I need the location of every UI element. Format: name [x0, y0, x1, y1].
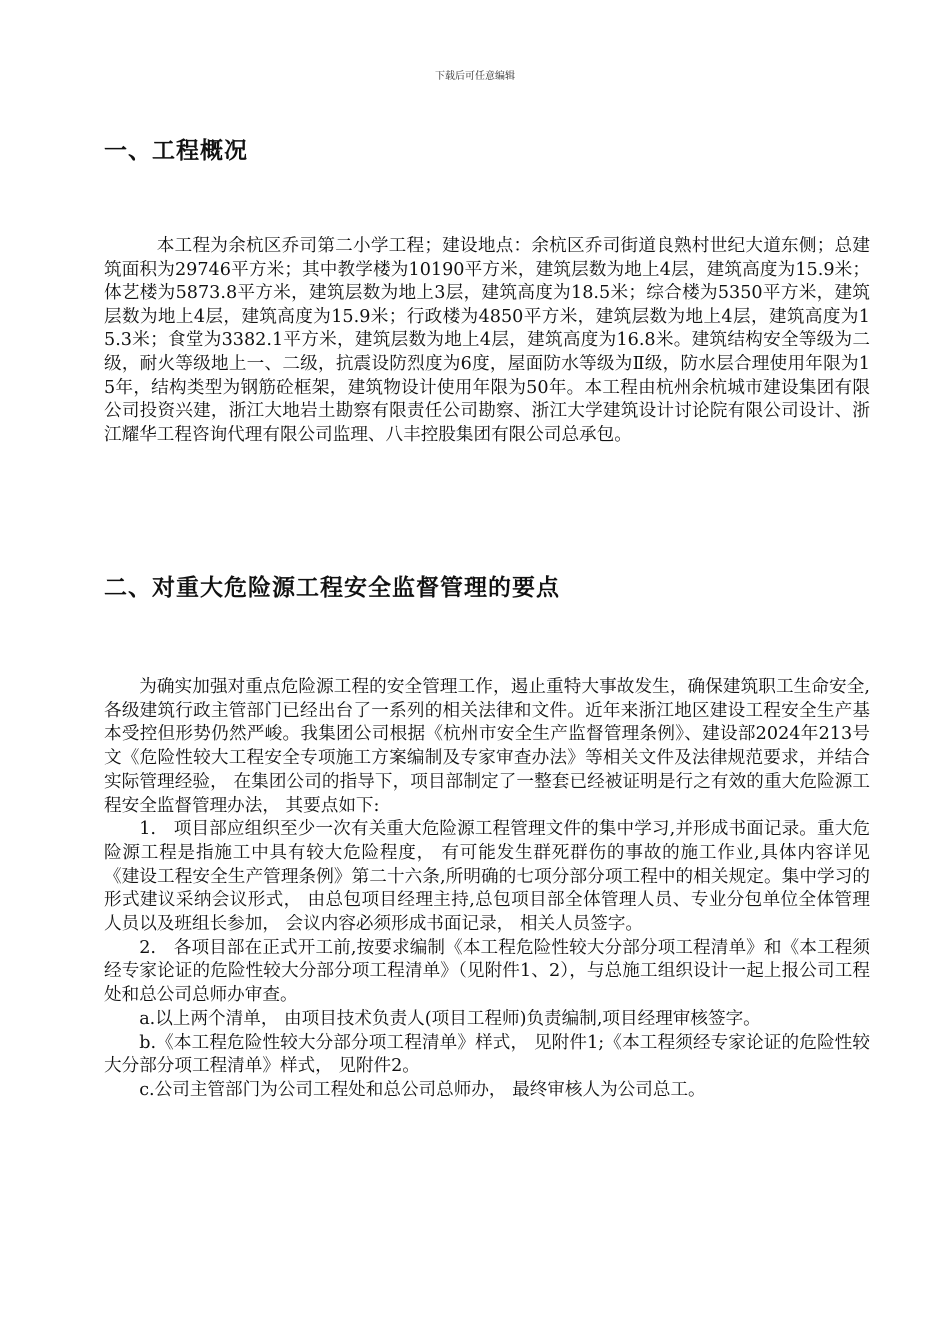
list-item-2: 2. 各项目部在正式开工前,按要求编制《本工程危险性较大分部分项工程清单》和《本工程须经专家论证的危险性较大分部分项工程清单》（见附件1、2），与总施工组织设计一起上报公司工程处和总公司总师办审查。	[104, 937, 870, 1006]
paragraph: 为确实加强对重点危险源工程的安全管理工作，遏止重特大事故发生，确保建筑职工生命安全,各级建筑行政主管部门已经出台了一系列的相关法律和文件。近年来浙江地区建设工程安全生产基本受控但形势仍然严峻。我集团公司根据《杭州市安全生产监督管理条例》、建设部2024年213号文《危险性较大工程安全专项施工方案编制及专家审查办法》等相关文件及法律规范要求，并结合实际管理经验， 在集团公司的指导下，项目部制定了一整套已经被证明是行之有效的重大危险源工程安全监督管理办法， 其要点如下:	[104, 677, 870, 816]
section-1-body	[104, 235, 870, 447]
sub-item-a: a.以上两个清单， 由项目技术负责人(项目工程师)负责编制,项目经理审核签字。	[139, 1008, 761, 1029]
list-item-1: 1. 项目部应组织至少一次有关重大危险源工程管理文件的集中学习,并形成书面记录。重大危险源工程是指施工中具有较大危险程度， 有可能发生群死群伤的事故的施工作业,具体内容详见《建设工程安全生产管理条例》第二十六条,所明确的七项分部分项工程中的相关规定。集中学习的形式建议采纳会议形式， 由总包项目经理主持,总包项目部全体管理人员、专业分包单位全体管理人员以及班组长参加， 会议内容必须形成书面记录， 相关人员签字。	[104, 819, 870, 935]
section-1-heading: 一、工程概况	[104, 138, 248, 164]
header-note: 下载后可任意编辑	[435, 71, 515, 82]
section-2-body	[104, 676, 870, 1103]
section-2-heading: 二、对重大危险源工程安全监督管理的要点	[104, 575, 560, 601]
paragraph: 本工程为余杭区乔司第二小学工程；建设地点：余杭区乔司街道良熟村世纪大道东侧；总建筑面积为29746平方米；其中教学楼为10190平方米，建筑层数为地上4层，建筑高度为15.9米；体艺楼为5873.8平方米，建筑层数为地上3层，建筑高度为18.5米；综合楼为5350平方米，建筑层数为地上4层，建筑高度为15.9米；行政楼为4850平方米，建筑层数为地上4层，建筑高度为15.3米；食堂为3382.1平方米，建筑层数为地上4层，建筑高度为16.8米。建筑结构安全等级为二级，耐火等级地上一、二级，抗震设防烈度为6度，屋面防水等级为Ⅱ级，防水层合理使用年限为15年，结构类型为钢筋砼框架，建筑物设计使用年限为50年。本工程由杭州余杭城市建设集团有限公司投资兴建，浙江大地岩土勘察有限责任公司勘察、浙江大学建筑设计讨论院有限公司设计、浙江耀华工程咨询代理有限公司监理、八丰控股集团有限公司总承包。	[104, 236, 870, 445]
sub-item-c: c.公司主管部门为公司工程处和总公司总师办， 最终审核人为公司总工。	[139, 1079, 706, 1100]
sub-item-b: b.《本工程危险性较大分部分项工程清单》样式， 见附件1;《本工程须经专家论证的危险性较大分部分项工程清单》样式， 见附件2。	[104, 1032, 870, 1077]
